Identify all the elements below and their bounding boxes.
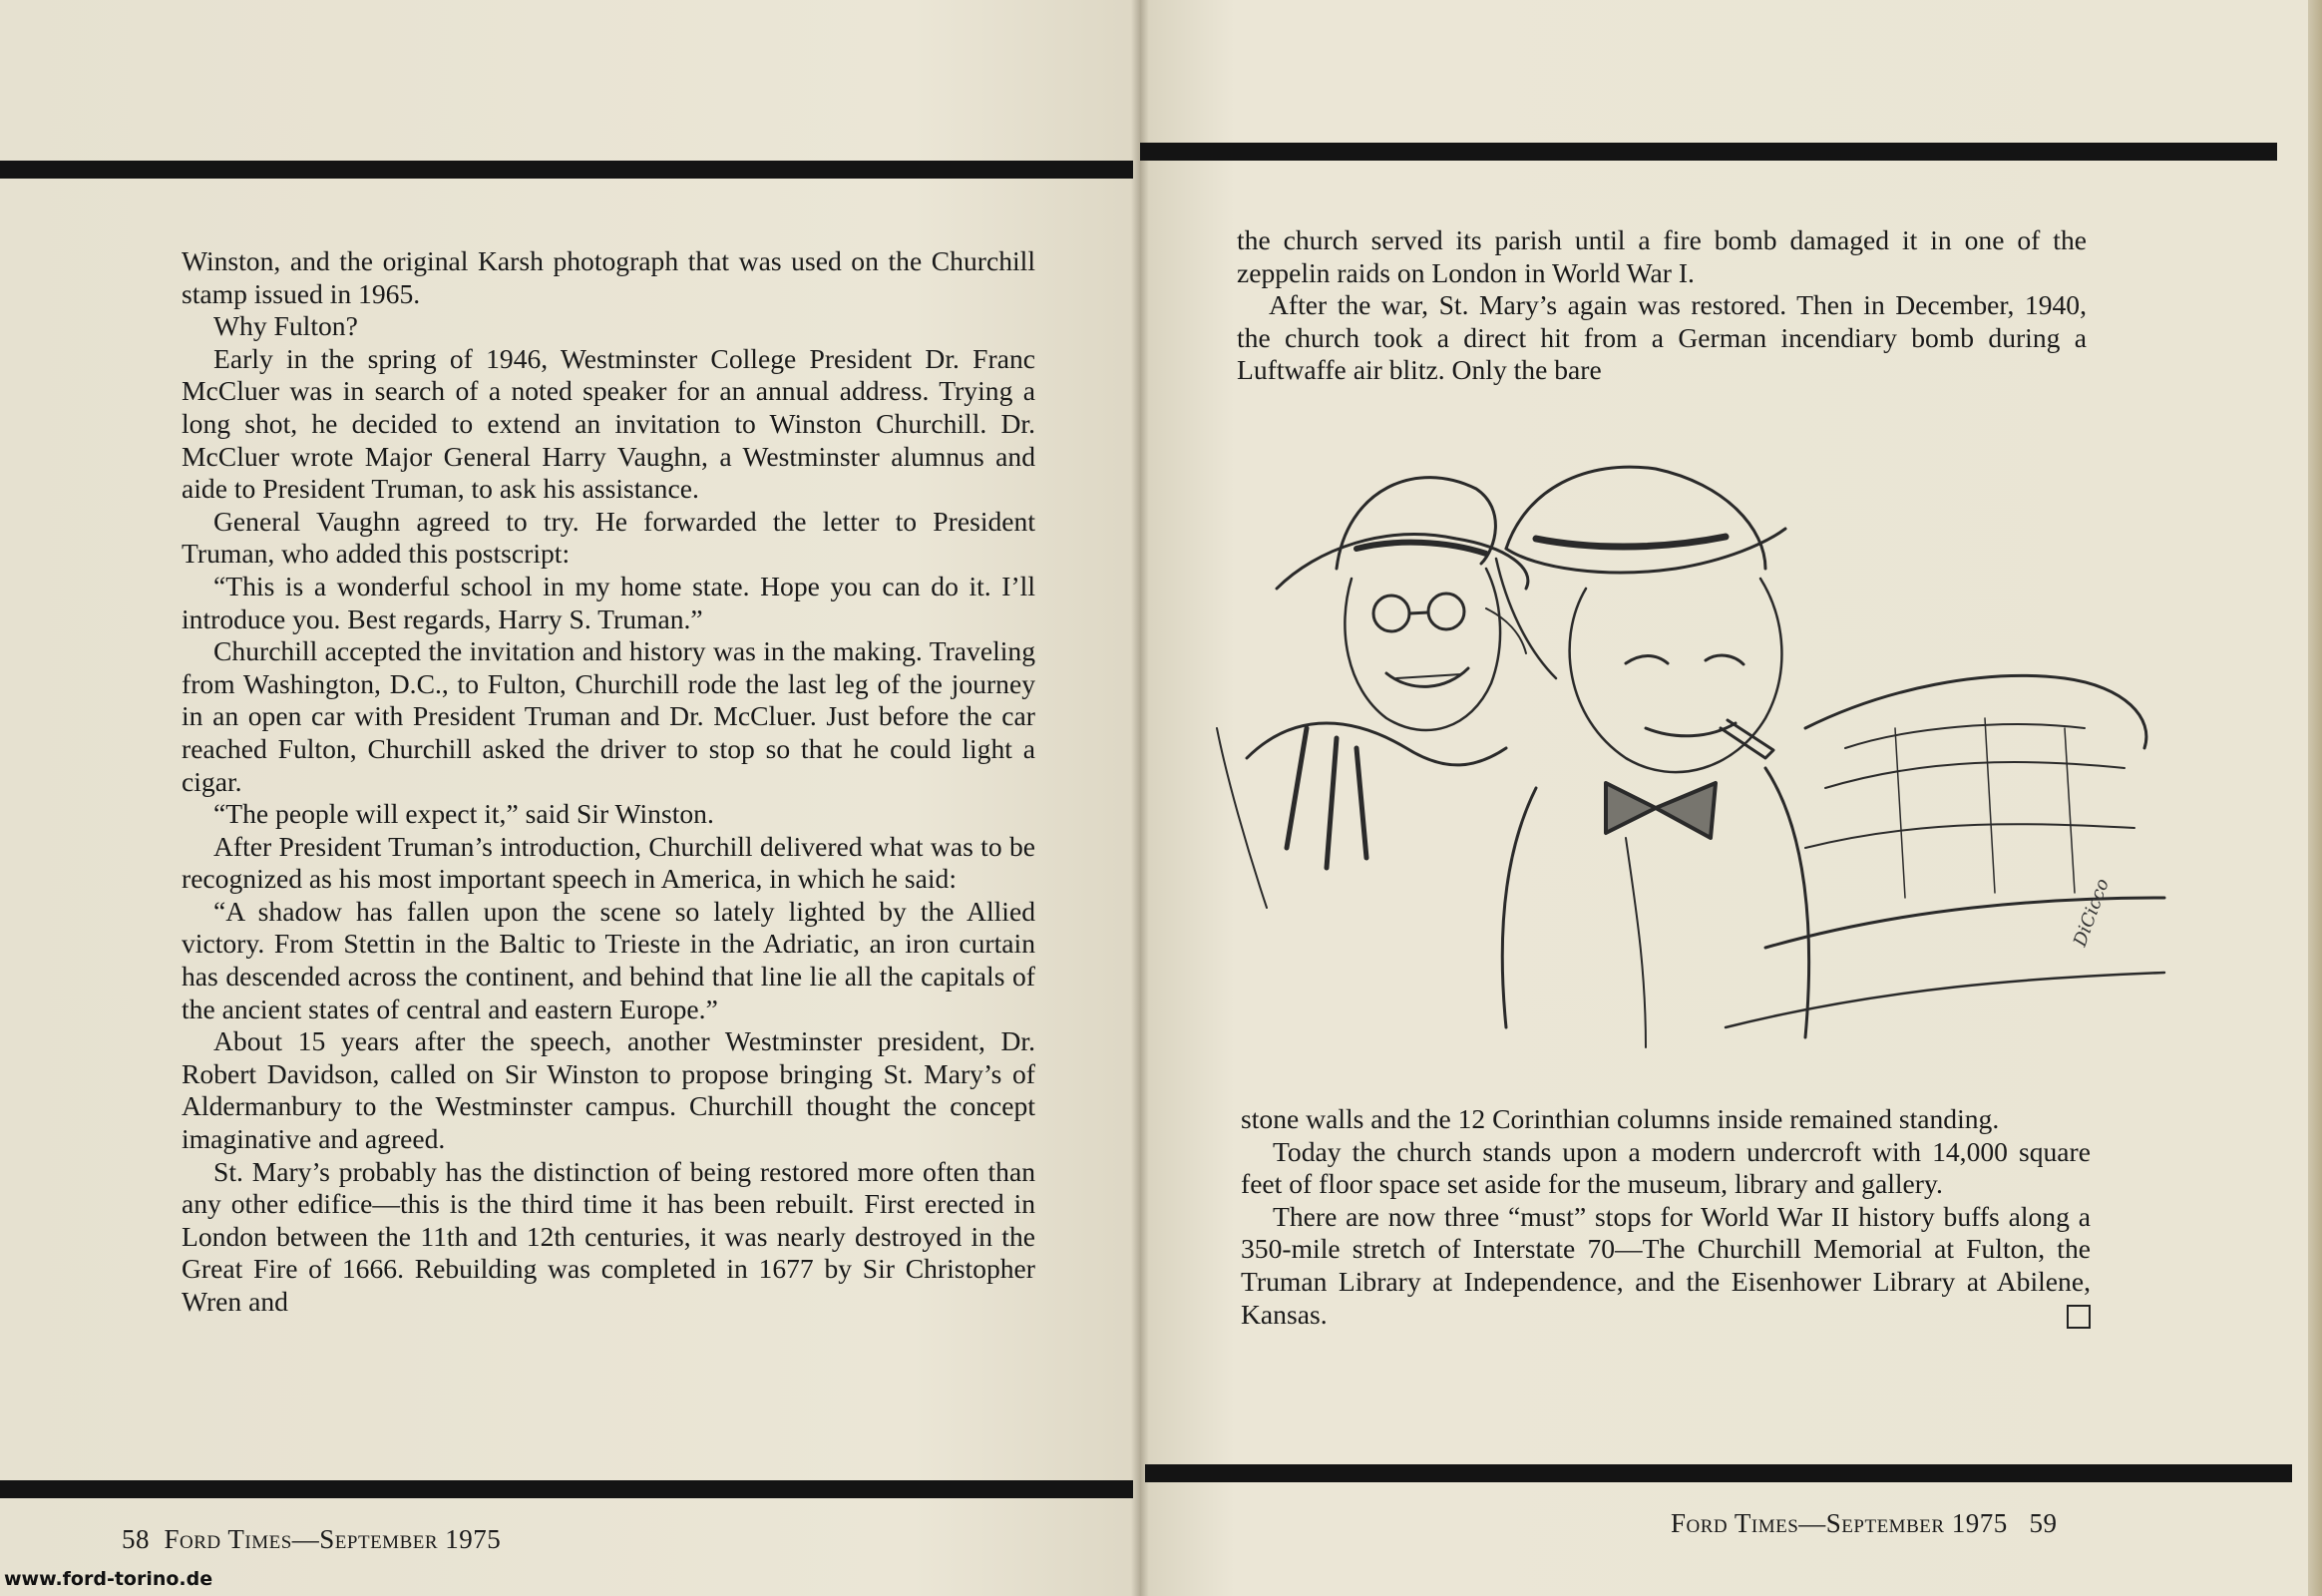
- illustrator-signature: DiCicco: [2069, 876, 2114, 950]
- paragraph: Early in the spring of 1946, Westminster College President Dr. Franc McCluer was in search of a noted speaker for an annual address. Trying a long shot, he decided to extend an invitation to Winston Churchill. Dr. McCluer wrote Major General Harry Vaughn, a Westminster alumnus and aide to President Truman, to ask his assistance.: [182, 342, 1035, 505]
- left-footer: [122, 1524, 501, 1555]
- truman-churchill-sketch: [1207, 429, 2179, 1057]
- right-footer: [1671, 1508, 2058, 1539]
- paragraph: After President Truman’s introduction, Churchill delivered what was to be recognized as his most important speech in America, in which he said:: [182, 830, 1035, 895]
- paragraph: Why Fulton?: [213, 310, 358, 342]
- paragraph: the church served its parish until a fire bomb damaged it in one of the zeppelin raids on London in World War I.: [1237, 224, 2087, 288]
- paragraph: “The people will expect it,” said Sir Winston.: [213, 798, 714, 830]
- paragraph: Churchill accepted the invitation and history was in the making. Traveling from Washington, D.C., to Fulton, Churchill rode the last leg of the journey in an open car with President Truman and Dr. McCluer. Just before the car reached Fulton, Churchill asked the driver to stop so that he could light a cigar.: [182, 635, 1035, 797]
- book-gutter: [1131, 0, 1149, 1596]
- watermark-url: www.ford-torino.de: [4, 1568, 213, 1590]
- magazine-title: Ford Times—September 1975: [164, 1524, 502, 1554]
- magazine-title: Ford Times—September 1975: [1671, 1508, 2008, 1538]
- left-article-column: [182, 245, 1035, 1319]
- paragraph: [1241, 1201, 2091, 1331]
- paragraph: “This is a wonderful school in my home state. Hope you can do it. I’ll introduce you. Best regards, Harry S. Truman.”: [182, 570, 1035, 634]
- left-bottom-rule: [0, 1480, 1133, 1498]
- page-edge: [2308, 0, 2322, 1596]
- paragraph: About 15 years after the speech, another Westminster president, Dr. Robert Davidson, called on Sir Winston to propose bringing St. Mary’s of Aldermanbury to the Westminster campus. Churchill thought the concept imaginative and agreed.: [182, 1025, 1035, 1155]
- paragraph: “A shadow has fallen upon the scene so lately lighted by the Allied victory. From Stettin in the Baltic to Trieste in the Adriatic, an iron curtain has descended across the continent, and behind that line lie all the capitals of the ancient states of central and eastern Europe.”: [182, 895, 1035, 1024]
- end-of-article-mark: [2067, 1305, 2091, 1329]
- right-top-rule: [1140, 143, 2277, 161]
- right-bottom-rule: [1145, 1464, 2292, 1482]
- page-number: 58: [122, 1524, 150, 1554]
- page-number: 59: [2029, 1508, 2058, 1538]
- paragraph: stone walls and the 12 Corinthian columns inside remained standing.: [1241, 1103, 2000, 1134]
- paragraph: Today the church stands upon a modern undercroft with 14,000 square feet of floor space set aside for the museum, library and gallery.: [1241, 1135, 2091, 1200]
- paragraph: St. Mary’s probably has the distinction of being restored more often than any other edifice—this is the third time it has been rebuilt. First erected in London between the 11th and 12th centuries, it was nearly destroyed in the Great Fire of 1666. Rebuilding was completed in 1677 by Sir Christopher Wren and: [182, 1155, 1035, 1317]
- paragraph: After the war, St. Mary’s again was restored. Then in December, 1940, the church took a direct hit from a German incendiary bomb during a Luftwaffe air blitz. Only the bare: [1237, 289, 2087, 386]
- left-top-rule: [0, 161, 1133, 179]
- paragraph: Winston, and the original Karsh photograph that was used on the Churchill stamp issued in 1965.: [182, 245, 1035, 309]
- paragraph: General Vaughn agreed to try. He forwarded the letter to President Truman, who added this postscript:: [182, 505, 1035, 570]
- paragraph-text: There are now three “must” stops for World War II history buffs along a 350-mile stretch of Interstate 70—The Churchill Memorial at Fulton, the Truman Library at Independence, and the Eisenhower Library at Abilene, Kansas.: [1241, 1200, 2091, 1330]
- right-article-column-bottom: [1241, 1103, 2091, 1331]
- right-article-column-top: [1237, 224, 2087, 387]
